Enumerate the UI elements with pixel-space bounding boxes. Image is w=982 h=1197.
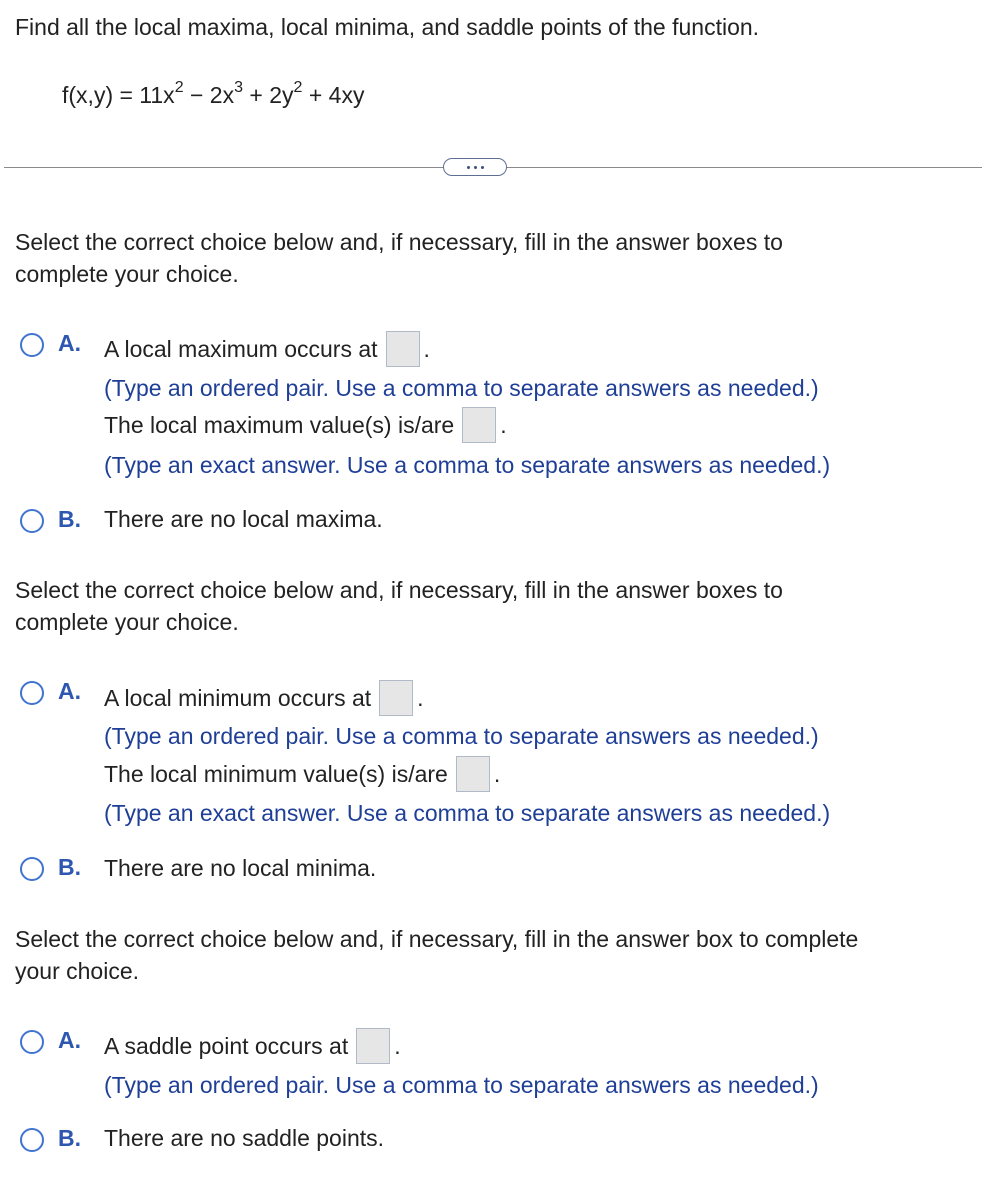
part2-option-a-letter: A. (58, 678, 81, 704)
part3-option-b-radio[interactable] (20, 1128, 44, 1152)
part1-hint1: (Type an ordered pair. Use a comma to separate answers as needed.) (104, 375, 819, 401)
part1-instruction: Select the correct choice below and, if necessary, fill in the answer boxes to complete your choice. (15, 229, 783, 287)
function-formula: $f(x,y) = 11x^2 - 2x^3 + 2y^2 + 4xy$ (62, 79, 365, 108)
part3-hint1: (Type an ordered pair. Use a comma to separate answers as needed.) (104, 1072, 819, 1098)
question-prompt: Find all the local maxima, local minima, and saddle points of the function. (15, 14, 760, 40)
part3-option-a-line1: A saddle point occurs at . (104, 1026, 401, 1066)
part3-option-a-radio[interactable] (20, 1030, 44, 1054)
part1-option-a-line2: The local maximum value(s) is/are . (104, 405, 507, 445)
local-max-point-input[interactable] (386, 331, 420, 367)
part3-instruction: Select the correct choice below and, if necessary, fill in the answer box to complete your choice. (15, 926, 859, 984)
part2-option-b-radio[interactable] (20, 857, 44, 881)
part1-option-b-radio[interactable] (20, 509, 44, 533)
part2-option-b-letter: B. (58, 854, 81, 880)
more-options-button[interactable] (443, 158, 507, 176)
part2-option-a-line2: The local minimum value(s) is/are . (104, 754, 500, 794)
local-max-value-input[interactable] (462, 407, 496, 443)
part2-hint2: (Type an exact answer. Use a comma to separate answers as needed.) (104, 800, 831, 826)
part2-option-b-text: There are no local minima. (104, 855, 377, 881)
part1-hint2: (Type an exact answer. Use a comma to separate answers as needed.) (104, 452, 831, 478)
part3-option-b-text: There are no saddle points. (104, 1125, 385, 1151)
part2-option-a-radio[interactable] (20, 681, 44, 705)
part3-option-b-letter: B. (58, 1125, 81, 1151)
part2-instruction: Select the correct choice below and, if necessary, fill in the answer boxes to complete your choice. (15, 577, 783, 635)
part1-option-b-letter: B. (58, 506, 81, 532)
part1-option-a-line1: A local maximum occurs at . (104, 329, 430, 369)
part2-hint1: (Type an ordered pair. Use a comma to separate answers as needed.) (104, 723, 819, 749)
local-min-point-input[interactable] (379, 680, 413, 716)
part2-option-a-line1: A local minimum occurs at . (104, 678, 424, 718)
part1-option-b-text: There are no local maxima. (104, 506, 383, 532)
part1-option-a-radio[interactable] (20, 333, 44, 357)
part1-option-a-letter: A. (58, 330, 81, 356)
ellipsis-icon (467, 166, 470, 169)
saddle-point-input[interactable] (356, 1028, 390, 1064)
part3-option-a-letter: A. (58, 1027, 81, 1053)
local-min-value-input[interactable] (456, 756, 490, 792)
